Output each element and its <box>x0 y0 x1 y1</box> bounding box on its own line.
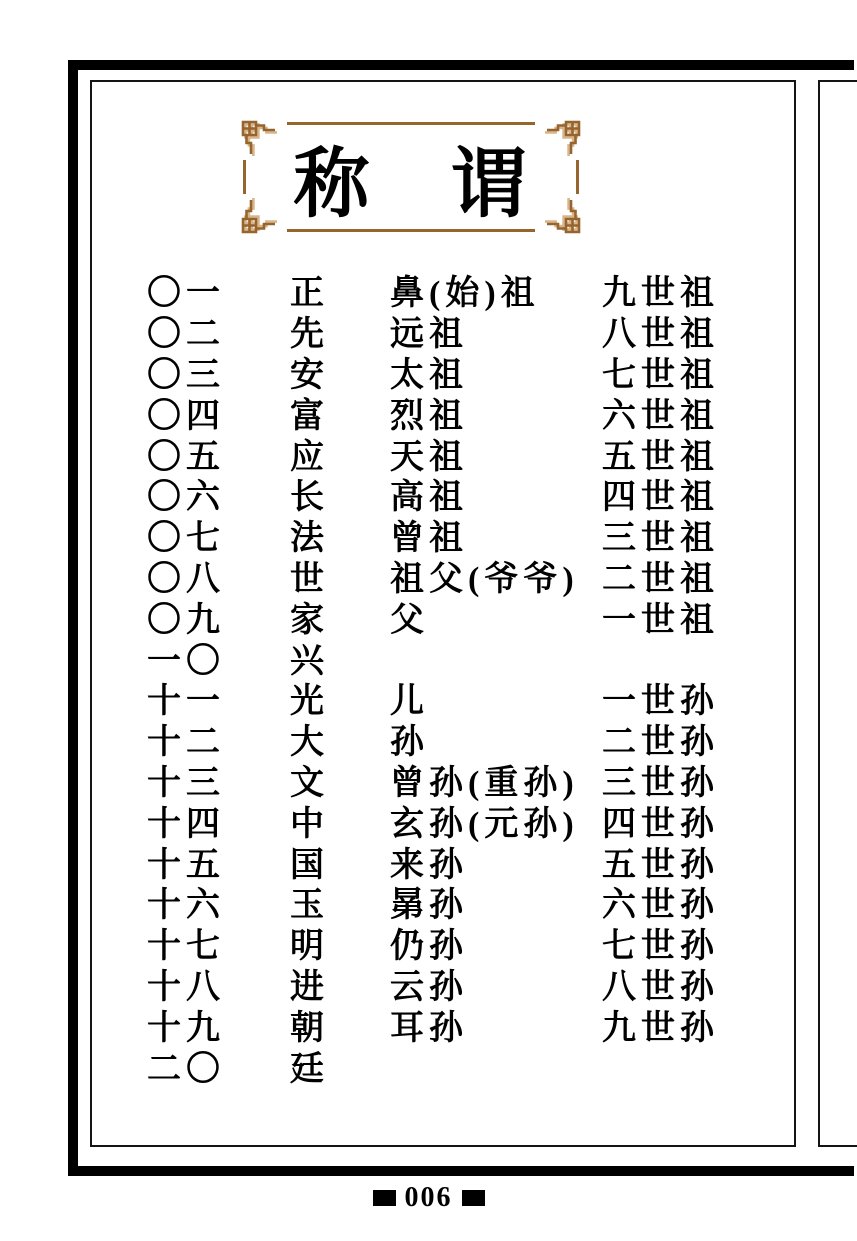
table-row <box>147 478 787 519</box>
table-row <box>147 600 787 641</box>
generation-char: 富 <box>290 397 329 435</box>
row-number: 〇三 <box>147 356 225 394</box>
row-number: 十五 <box>147 846 225 884</box>
relation-title: 来孙 <box>390 846 468 884</box>
row-number: 十一 <box>147 683 225 721</box>
page-footer <box>0 1184 857 1212</box>
table-row <box>147 315 787 356</box>
row-number: 〇一 <box>147 275 225 313</box>
generation-char: 安 <box>290 356 329 394</box>
generation-char: 法 <box>290 520 329 558</box>
table-row <box>147 764 787 805</box>
generation-char: 文 <box>290 764 329 802</box>
table-row <box>147 274 787 315</box>
title-frame <box>241 120 581 234</box>
row-number: 十六 <box>147 887 225 925</box>
generation-char: 廷 <box>290 1050 329 1088</box>
relation-title: 晜孙 <box>390 887 468 925</box>
generation-char: 大 <box>290 724 329 762</box>
generation-rank: 六世祖 <box>602 397 719 435</box>
relation-title: 儿 <box>390 683 429 721</box>
generation-rank: 四世祖 <box>602 479 719 517</box>
row-number: 〇五 <box>147 438 225 476</box>
page-number: 006 <box>404 1182 453 1213</box>
row-number: 一〇 <box>147 642 225 680</box>
relation-title: 天祖 <box>390 438 468 476</box>
generation-char: 家 <box>290 601 329 639</box>
generation-char: 世 <box>290 560 329 598</box>
relation-title: 高祖 <box>390 479 468 517</box>
table-row <box>147 1049 787 1090</box>
generation-rank: 五世孙 <box>602 846 719 884</box>
table-row <box>147 682 787 723</box>
generation-char: 朝 <box>290 1009 329 1047</box>
generation-rank: 九世孙 <box>602 1009 719 1047</box>
relation-title: 远祖 <box>390 316 468 354</box>
generation-char: 玉 <box>290 887 329 925</box>
generation-char: 正 <box>290 275 329 313</box>
table-row <box>147 560 787 601</box>
row-number: 〇四 <box>147 397 225 435</box>
table-row <box>147 437 787 478</box>
table-row <box>147 641 787 682</box>
titles-table <box>147 274 787 1090</box>
row-number: 十三 <box>147 764 225 802</box>
table-row <box>147 804 787 845</box>
relation-title: 仍孙 <box>390 928 468 966</box>
row-number: 十八 <box>147 968 225 1006</box>
row-number: 十二 <box>147 724 225 762</box>
generation-rank: 三世祖 <box>602 520 719 558</box>
table-row <box>147 356 787 397</box>
relation-title: 云孙 <box>390 968 468 1006</box>
generation-rank: 五世祖 <box>602 438 719 476</box>
generation-char: 明 <box>290 928 329 966</box>
table-row <box>147 968 787 1009</box>
row-number: 〇二 <box>147 316 225 354</box>
page-title: 称 谓 <box>293 142 529 227</box>
table-row <box>147 519 787 560</box>
table-row <box>147 723 787 764</box>
generation-rank: 七世孙 <box>602 928 719 966</box>
relation-title: 太祖 <box>390 356 468 394</box>
generation-char: 长 <box>290 479 329 517</box>
black-square-icon <box>462 1190 485 1206</box>
table-row <box>147 1008 787 1049</box>
relation-title: 祖父(爷爷) <box>390 560 579 598</box>
row-number: 十七 <box>147 928 225 966</box>
generation-char: 兴 <box>290 642 329 680</box>
generation-char: 光 <box>290 683 329 721</box>
row-number: 十四 <box>147 805 225 843</box>
relation-title: 耳孙 <box>390 1009 468 1047</box>
generation-rank: 四世孙 <box>602 805 719 843</box>
generation-rank: 二世孙 <box>602 724 719 762</box>
row-number: 〇七 <box>147 520 225 558</box>
relation-title: 玄孙(元孙) <box>390 805 579 843</box>
relation-title: 孙 <box>390 724 429 762</box>
relation-title: 曾孙(重孙) <box>390 764 579 802</box>
generation-rank: 九世祖 <box>602 275 719 313</box>
generation-rank: 六世孙 <box>602 887 719 925</box>
table-row <box>147 927 787 968</box>
generation-rank: 三世孙 <box>602 764 719 802</box>
relation-title: 鼻(始)祖 <box>390 275 540 313</box>
relation-title: 烈祖 <box>390 397 468 435</box>
row-number: 二〇 <box>147 1050 225 1088</box>
row-number: 〇八 <box>147 560 225 598</box>
row-number: 十九 <box>147 1009 225 1047</box>
table-row <box>147 845 787 886</box>
relation-title: 曾祖 <box>390 520 468 558</box>
generation-rank: 一世孙 <box>602 683 719 721</box>
generation-char: 先 <box>290 316 329 354</box>
generation-rank: 七世祖 <box>602 356 719 394</box>
table-row <box>147 886 787 927</box>
left-page-panel <box>90 80 796 1147</box>
generation-rank: 二世祖 <box>602 560 719 598</box>
row-number: 〇六 <box>147 479 225 517</box>
right-page-panel-partial <box>818 80 857 1147</box>
generation-char: 应 <box>290 438 329 476</box>
generation-rank: 一世祖 <box>602 601 719 639</box>
generation-rank: 八世孙 <box>602 968 719 1006</box>
generation-rank: 八世祖 <box>602 316 719 354</box>
table-row <box>147 396 787 437</box>
generation-char: 进 <box>290 968 329 1006</box>
generation-char: 中 <box>290 805 329 843</box>
row-number: 〇九 <box>147 601 225 639</box>
generation-char: 国 <box>290 846 329 884</box>
black-square-icon <box>373 1190 396 1206</box>
relation-title: 父 <box>390 601 429 639</box>
